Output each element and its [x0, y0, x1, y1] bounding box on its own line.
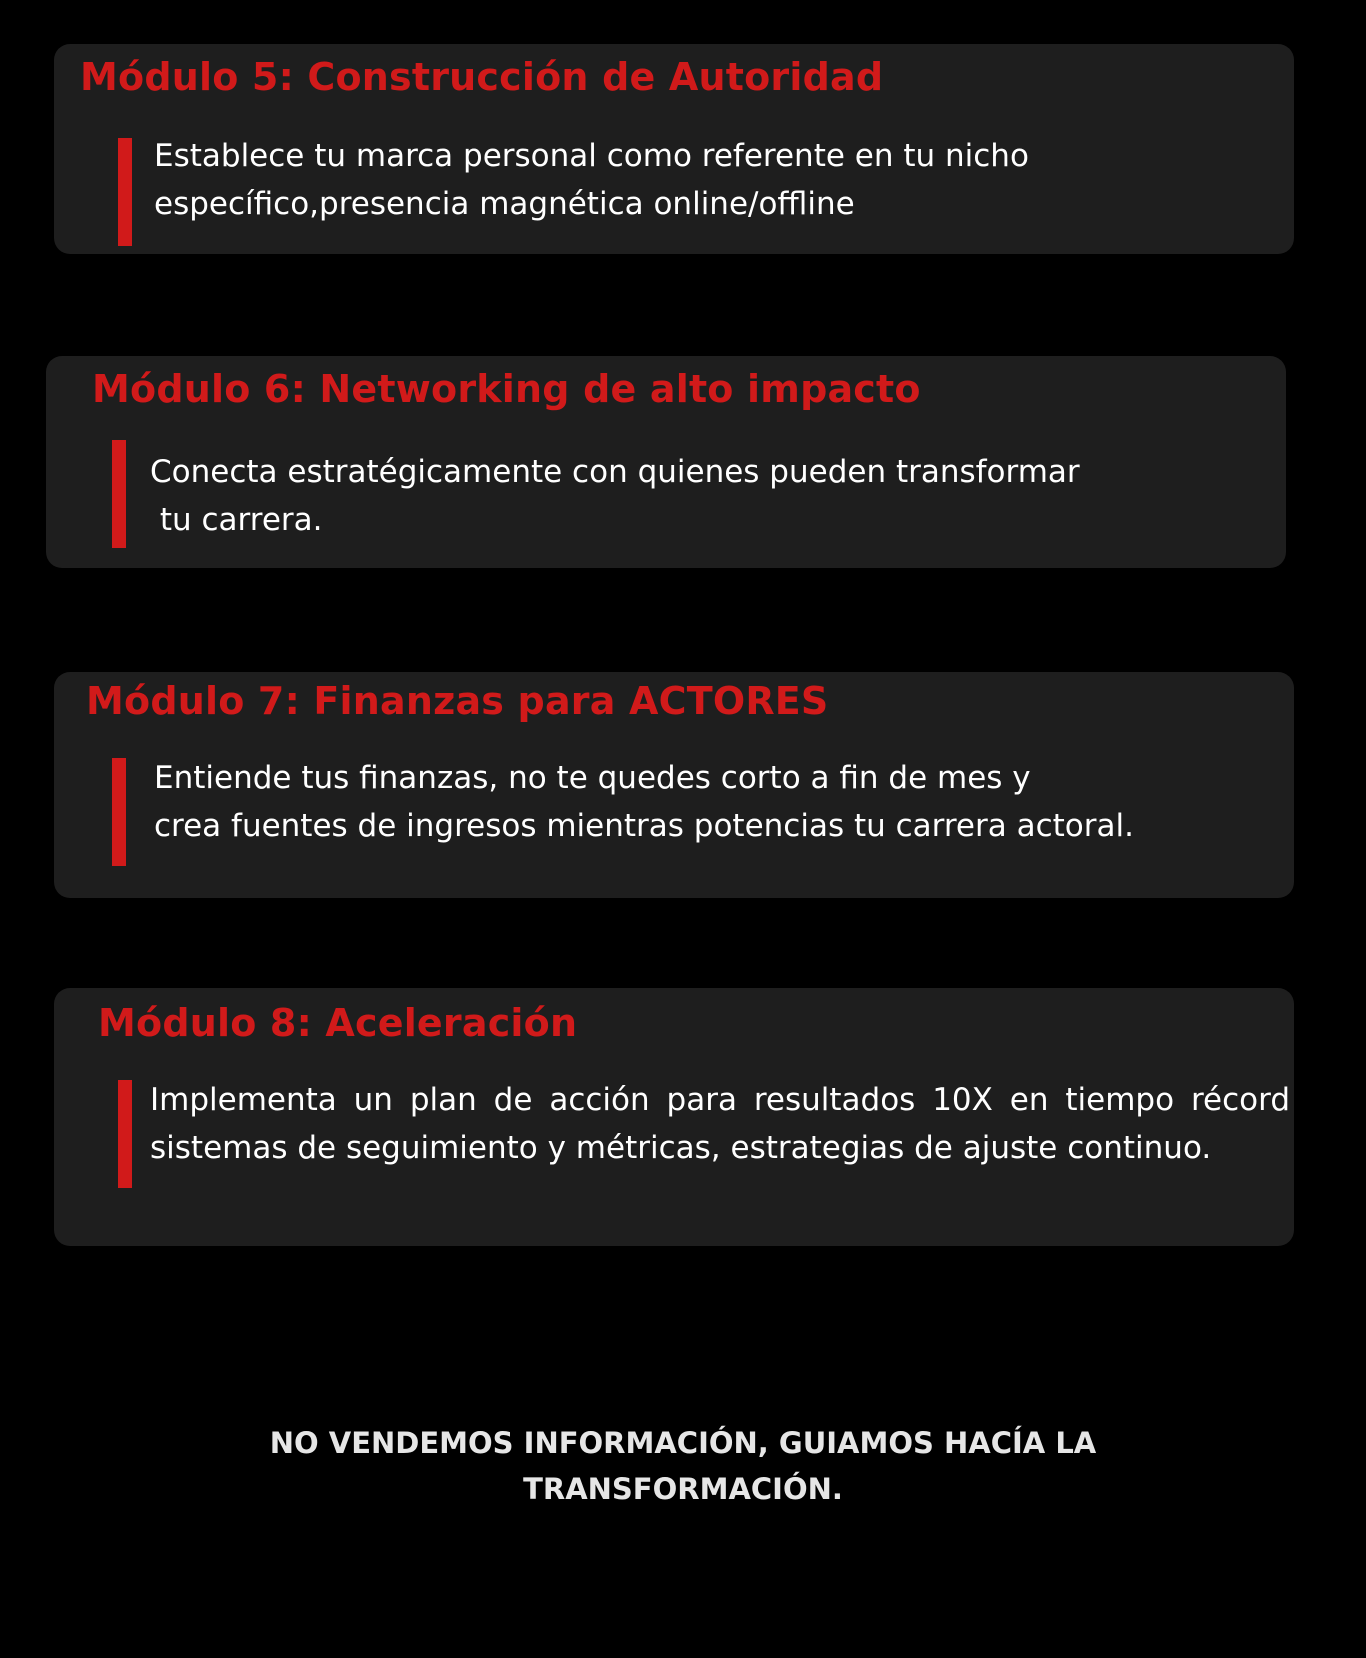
tagline [183, 1420, 1183, 1512]
module-title: Módulo 7: Finanzas para ACTORES [86, 679, 829, 723]
module-title: Módulo 5: Construcción de Autoridad [80, 55, 884, 99]
description-line: crea fuentes de ingresos mientras potencias tu carrera actoral. [154, 808, 1134, 844]
module-card-8 [54, 988, 1294, 1246]
module-title: Módulo 6: Networking de alto impacto [92, 367, 921, 411]
module-card-6 [46, 356, 1286, 568]
accent-bar [118, 1080, 132, 1188]
accent-bar [118, 138, 132, 246]
module-title: Módulo 8: Aceleración [98, 1001, 578, 1045]
description-line: Conecta estratégicamente con quienes pueden transformar [150, 454, 1080, 490]
accent-bar [112, 758, 126, 866]
tagline-line: TRANSFORMACIÓN. [523, 1472, 843, 1506]
module-card-7 [54, 672, 1294, 898]
description-line: Establece tu marca personal como referente en tu nicho [154, 138, 1029, 174]
module-card-5 [54, 44, 1294, 254]
description-line: específico,presencia magnética online/offline [154, 186, 855, 222]
module-description [154, 754, 1274, 850]
description-line: tu carrera. [150, 502, 323, 538]
module-description [154, 132, 1254, 228]
description-line: Entiende tus finanzas, no te quedes corto a fin de mes y [154, 760, 1031, 796]
module-description [150, 448, 1270, 544]
accent-bar [112, 440, 126, 548]
module-description: Implementa un plan de acción para resultados 10X en tiempo récord sistemas de seguimiento y métricas, estrategias de ajuste continuo. [150, 1082, 1290, 1166]
tagline-line: NO VENDEMOS INFORMACIÓN, GUIAMOS HACÍA LA [269, 1426, 1097, 1460]
